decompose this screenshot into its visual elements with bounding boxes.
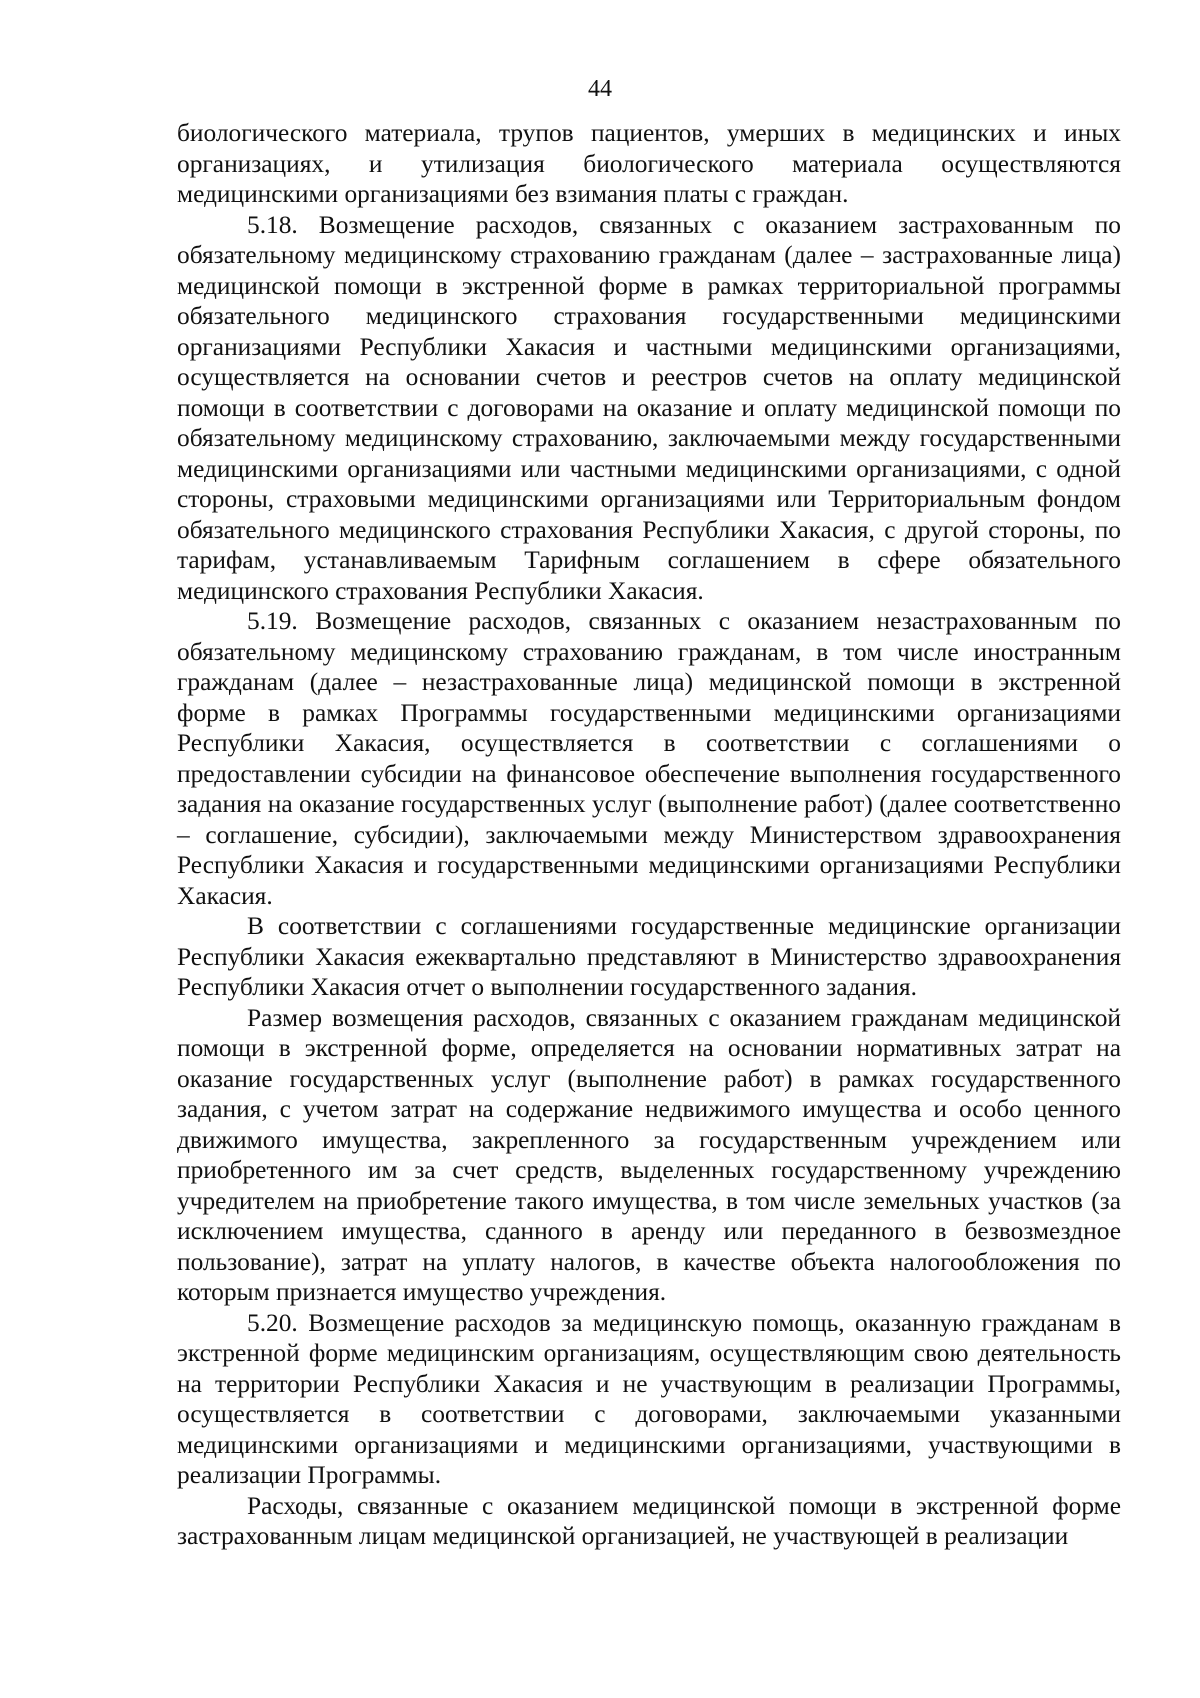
paragraph-5-19: 5.19. Возмещение расходов, связанных с оказанием незастрахованным по обязательному медицинскому страхованию гражданам, в том числе иностранным гражданам (далее – незастрахованные лица) медицинской помощи в экстренной форме в рамках Программы государственными медицинскими организациями Республики Хакасия, осуществляется в соответствии с соглашениями о предоставлении субсидии на финансовое обеспечение выполнения государственного задания на оказание государственных услуг (выполнение работ) (далее соответственно – соглашение, субсидии), заключаемыми между Министерством здравоохранения Республики Хакасия и государственными медицинскими организациями Республики Хакасия. — [177, 607, 1121, 910]
paragraph-quarterly-report: В соответствии с соглашениями государственные медицинские организации Республики Хакасия ежеквартально представляют в Министерство здравоохранения Республики Хакасия отчет о выполнении государственного задания. — [177, 912, 1121, 1001]
document-body — [177, 118, 1121, 1552]
paragraph-5-20: 5.20. Возмещение расходов за медицинскую помощь, оказанную гражданам в экстренной форме медицинским организациям, осуществляющим свою деятельность на территории Республики Хакасия и не участвующим в реализации Программы, осуществляется в соответствии с договорами, заключаемыми указанными медицинскими организациями и медицинскими организациями, участвующими в реализации Программы. — [177, 1308, 1121, 1489]
paragraph-reimbursement-size: Размер возмещения расходов, связанных с оказанием гражданам медицинской помощи в экстренной форме, определяется на основании нормативных затрат на оказание государственных услуг (выполнение работ) в рамках государственного задания, с учетом затрат на содержание недвижимого имущества и особо ценного движимого имущества, закрепленного за государственным учреждением или приобретенного им за счет средств, выделенных государственному учреждению учредителем на приобретение такого имущества, в том числе земельных участков (за исключением имущества, сданного в аренду или переданного в безвозмездное пользование), затрат на уплату налогов, в качестве объекта налогообложения по которым признается имущество учреждения. — [177, 1003, 1121, 1306]
page-number: 44 — [588, 76, 612, 102]
paragraph-expenses-insured: Расходы, связанные с оказанием медицинской помощи в экстренной форме застрахованным лицам медицинской организацией, не участвующей в реализации — [177, 1491, 1121, 1550]
paragraph-continuation: биологического материала, трупов пациентов, умерших в медицинских и иных организациях, и утилизация биологического материала осуществляются медицинскими организациями без взимания платы с граждан. — [177, 119, 1121, 208]
paragraph-5-18: 5.18. Возмещение расходов, связанных с оказанием застрахованным по обязательному медицинскому страхованию гражданам (далее – застрахованные лица) медицинской помощи в экстренной форме в рамках территориальной программы обязательного медицинского страхования государственными медицинскими организациями Республики Хакасия и частными медицинскими организациями, осуществляется на основании счетов и реестров счетов на оплату медицинской помощи в соответствии с договорами на оказание и оплату медицинской помощи по обязательному медицинскому страхованию, заключаемыми между государственными медицинскими организациями или частными медицинскими организациями, с одной стороны, страховыми медицинскими организациями или Территориальным фондом обязательного медицинского страхования Республики Хакасия, с другой стороны, по тарифам, устанавливаемым Тарифным соглашением в сфере обязательного медицинского страхования Республики Хакасия. — [177, 210, 1121, 605]
